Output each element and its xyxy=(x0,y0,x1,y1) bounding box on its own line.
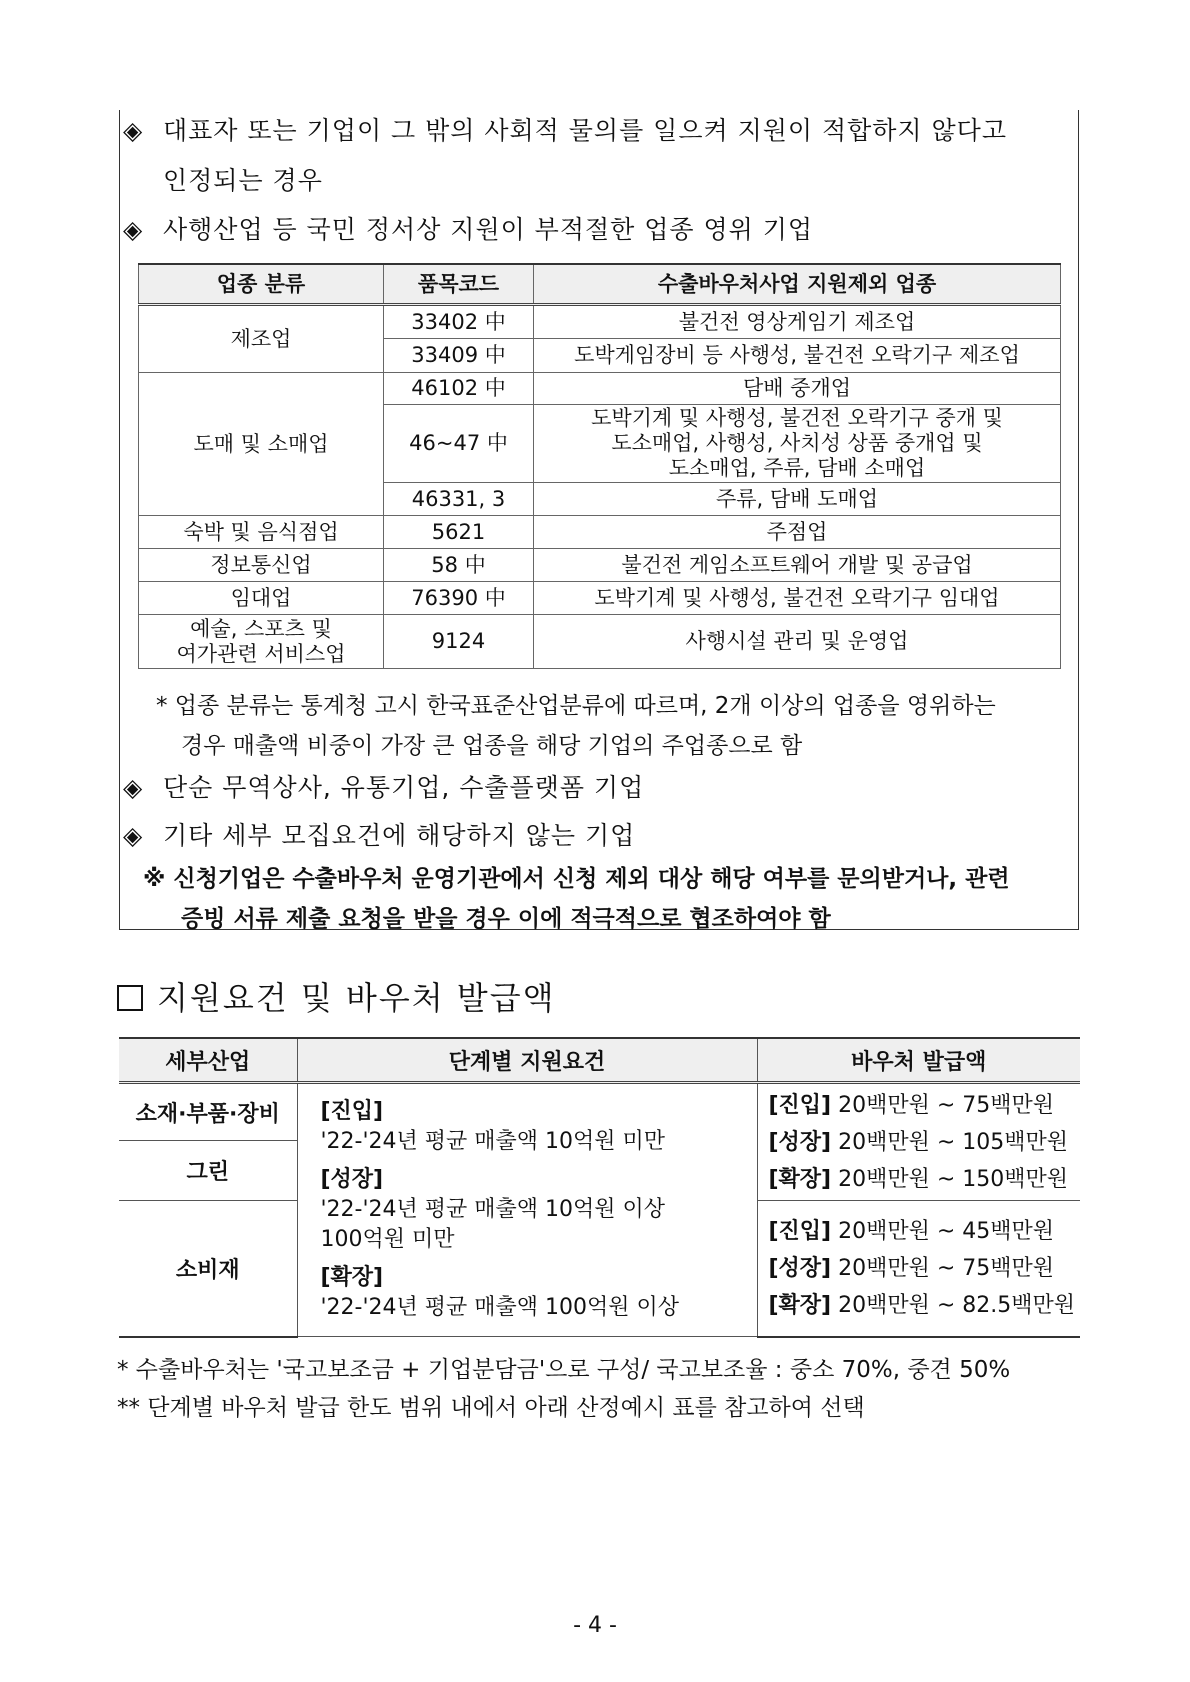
requirement-item xyxy=(299,1097,756,1157)
requirement-stage: [진입] xyxy=(320,1099,384,1124)
bullet-text: 대표자 또는 기업이 그 밖의 사회적 물의를 일으켜 지원이 적합하지 않다고 xyxy=(163,116,1007,145)
category-cell: 도매 및 소매업 xyxy=(139,373,384,516)
diamond-bullet-icon: ◈ xyxy=(123,116,144,145)
amount-stage: [성장] xyxy=(768,1255,832,1281)
category-cell: 제조업 xyxy=(139,305,384,373)
table-row xyxy=(139,516,1061,549)
amount-line xyxy=(759,1087,1080,1124)
page-number: - 4 - xyxy=(573,1613,617,1638)
amount-stage: [확장] xyxy=(768,1292,832,1318)
amount-line xyxy=(759,1287,1080,1324)
code-cell: 58 中 xyxy=(384,549,534,582)
section-title xyxy=(117,976,556,1020)
amount-range: 20백만원 ~ 75백만원 xyxy=(838,1255,1055,1281)
amount-cell xyxy=(757,1201,1080,1337)
code-cell: 46102 中 xyxy=(384,373,534,405)
table-note: * 업종 분류는 통계청 고시 한국표준산업분류에 따르며, 2개 이상의 업종을 영위하는 xyxy=(156,693,996,719)
requirement-item xyxy=(299,1165,756,1255)
amount-stage: [진입] xyxy=(768,1218,832,1244)
industry-cell: 그린 xyxy=(119,1141,297,1201)
category-cell: 정보통신업 xyxy=(139,549,384,582)
header-cell: 단계별 지원요건 xyxy=(297,1038,757,1083)
table-row xyxy=(139,305,1061,339)
industry-cell: 도박게임장비 등 사행성, 불건전 오락기구 제조업 xyxy=(534,339,1061,373)
industry-cell: 사행시설 관리 및 운영업 xyxy=(534,615,1061,669)
industry-line: 도소매업, 주류, 담배 소매업 xyxy=(668,456,926,480)
section-title-text: 지원요건 및 바우처 발급액 xyxy=(157,979,556,1017)
table-note: 경우 매출액 비중이 가장 큰 업종을 해당 기업의 주업종으로 함 xyxy=(181,733,803,759)
amount-stage: [진입] xyxy=(768,1092,832,1118)
amount-line xyxy=(759,1124,1080,1161)
table-row xyxy=(139,582,1061,615)
header-cell: 업종 분류 xyxy=(139,264,384,305)
table-header-row xyxy=(119,1038,1080,1083)
amount-line xyxy=(759,1161,1080,1198)
industry-cell: 주류, 담배 도매업 xyxy=(534,483,1061,516)
bullet-continuation: 인정되는 경우 xyxy=(163,166,323,195)
amount-range: 20백만원 ~ 45백만원 xyxy=(838,1218,1055,1244)
amount-stage: [확장] xyxy=(768,1166,832,1192)
diamond-bullet-icon: ◈ xyxy=(123,215,144,244)
code-cell: 5621 xyxy=(384,516,534,549)
bullet-text: 단순 무역상사, 유통기업, 수출플랫폼 기업 xyxy=(163,773,645,802)
requirement-item xyxy=(299,1263,756,1323)
table-row xyxy=(139,373,1061,405)
header-cell: 수출바우처사업 지원제외 업종 xyxy=(534,264,1061,305)
table-header-row xyxy=(139,264,1061,305)
category-cell: 임대업 xyxy=(139,582,384,615)
requirement-desc: '22-'24년 평균 매출액 10억원 미만 xyxy=(320,1129,666,1154)
code-cell: 46~47 中 xyxy=(384,405,534,483)
amount-range: 20백만원 ~ 105백만원 xyxy=(838,1129,1069,1155)
code-cell: 9124 xyxy=(384,615,534,669)
amount-line xyxy=(759,1250,1080,1287)
cooperation-notice: ※ 신청기업은 수출바우처 운영기관에서 신청 제외 대상 해당 여부를 문의받거나, 관련 xyxy=(143,866,1010,892)
footnote: ** 단계별 바우처 발급 한도 범위 내에서 아래 산정예시 표를 참고하여 선택 xyxy=(117,1395,865,1421)
bullet-text: 기타 세부 모집요건에 해당하지 않는 기업 xyxy=(163,821,636,850)
exclusion-industry-table xyxy=(138,263,1061,669)
industry-cell: 소비재 xyxy=(119,1201,297,1337)
code-cell: 33409 中 xyxy=(384,339,534,373)
header-cell: 세부산업 xyxy=(119,1038,297,1083)
requirement-stage: [성장] xyxy=(320,1167,384,1192)
table-row xyxy=(139,615,1061,669)
amount-range: 20백만원 ~ 150백만원 xyxy=(838,1166,1069,1192)
code-cell: 46331, 3 xyxy=(384,483,534,516)
industry-cell: 도박기계 및 사행성, 불건전 오락기구 임대업 xyxy=(534,582,1061,615)
industry-cell xyxy=(534,405,1061,483)
cooperation-notice: 증빙 서류 제출 요청을 받을 경우 이에 적극적으로 협조하여야 함 xyxy=(181,906,831,932)
category-cell: 숙박 및 음식점업 xyxy=(139,516,384,549)
amount-line xyxy=(759,1213,1080,1250)
amount-range: 20백만원 ~ 82.5백만원 xyxy=(838,1292,1076,1318)
diamond-bullet-icon: ◈ xyxy=(123,821,144,850)
diamond-bullet-icon: ◈ xyxy=(123,773,144,802)
table-row xyxy=(139,549,1061,582)
requirement-desc: '22-'24년 평균 매출액 100억원 이상 xyxy=(320,1295,680,1320)
table-row xyxy=(119,1083,1080,1141)
header-cell: 바우처 발급액 xyxy=(757,1038,1080,1083)
header-cell: 품목코드 xyxy=(384,264,534,305)
support-requirements-table xyxy=(119,1037,1080,1338)
amount-stage: [성장] xyxy=(768,1129,832,1155)
requirements-cell xyxy=(297,1083,757,1337)
requirement-stage: [확장] xyxy=(320,1265,384,1290)
amount-cell xyxy=(757,1083,1080,1201)
requirement-desc: '22-'24년 평균 매출액 10억원 이상 xyxy=(320,1197,666,1222)
category-cell xyxy=(139,615,384,669)
code-cell: 76390 中 xyxy=(384,582,534,615)
code-cell: 33402 中 xyxy=(384,305,534,339)
industry-cell: 불건전 게임소프트웨어 개발 및 공급업 xyxy=(534,549,1061,582)
footnote: * 수출바우처는 '국고보조금 + 기업분담금'으로 구성/ 국고보조율 : 중소 70%, 중견 50% xyxy=(117,1357,1011,1383)
industry-cell: 주점업 xyxy=(534,516,1061,549)
amount-range: 20백만원 ~ 75백만원 xyxy=(838,1092,1055,1118)
category-line: 여가관련 서비스업 xyxy=(176,641,346,666)
industry-line: 도박기계 및 사행성, 불건전 오락기구 중개 및 xyxy=(591,406,1003,430)
requirement-desc: 100억원 미만 xyxy=(320,1227,455,1252)
bullet-text: 사행산업 등 국민 정서상 지원이 부적절한 업종 영위 기업 xyxy=(163,215,814,244)
square-checkbox-icon xyxy=(117,985,143,1011)
industry-line: 도소매업, 사행성, 사치성 상품 중개업 및 xyxy=(611,431,983,455)
industry-cell: 담배 중개업 xyxy=(534,373,1061,405)
industry-cell: 소재·부품·장비 xyxy=(119,1083,297,1141)
category-line: 예술, 스포츠 및 xyxy=(190,616,332,641)
industry-cell: 불건전 영상게임기 제조업 xyxy=(534,305,1061,339)
